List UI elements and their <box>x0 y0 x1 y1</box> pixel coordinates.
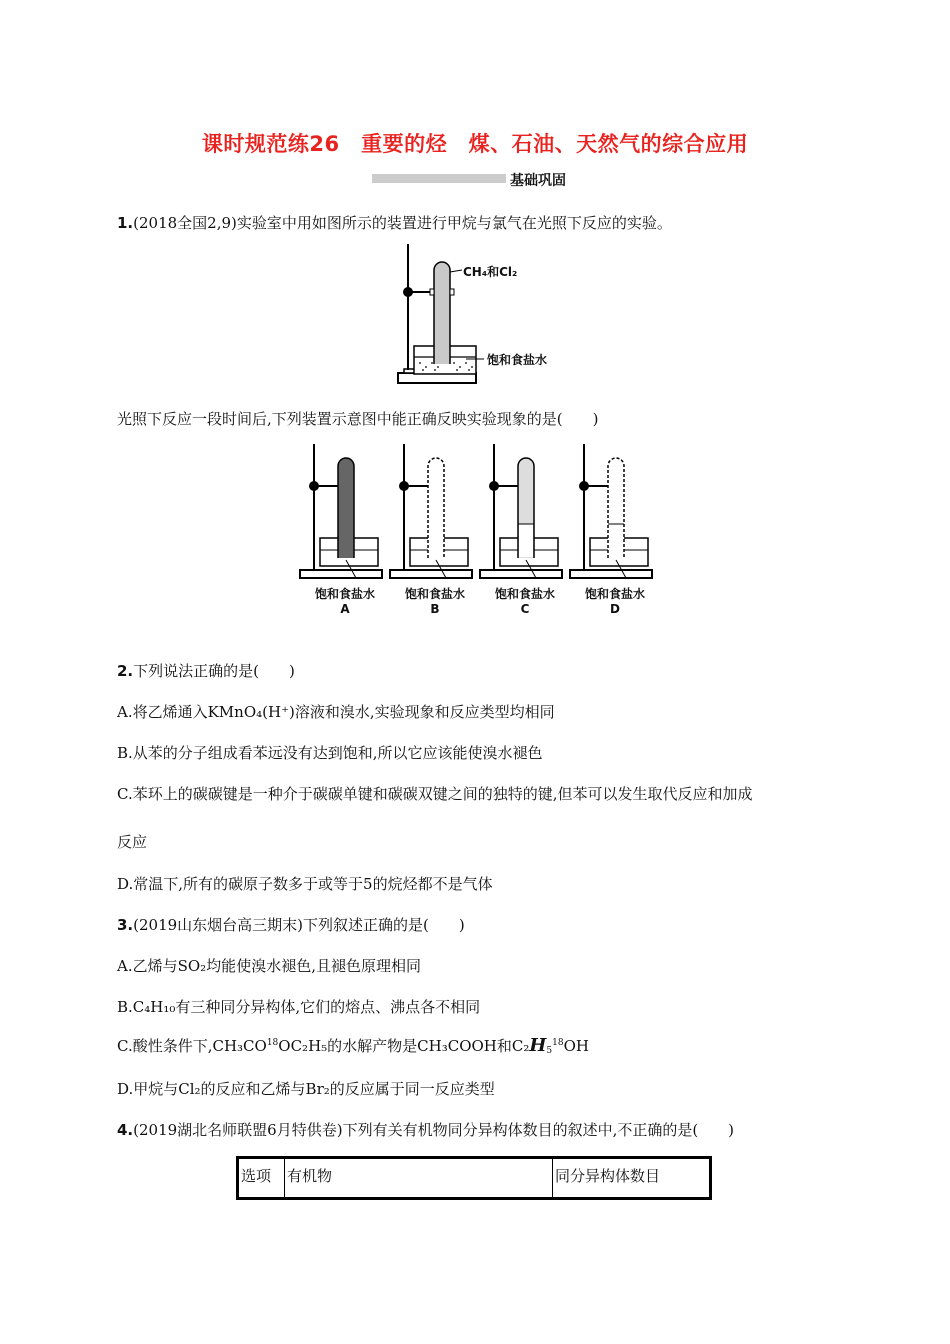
q3-option-a: A.乙烯与SO₂均能使溴水褪色,且褪色原理相同 <box>117 957 421 975</box>
question-text: (2019湖北名师联盟6月特供卷)下列有关有机物同分异构体数目的叙述中,不正确的是( ) <box>133 1121 735 1139</box>
question-1-prompt: 光照下反应一段时间后,下列装置示意图中能正确反映实验现象的是( ) <box>117 410 599 428</box>
question-3 <box>117 914 465 935</box>
question-number: 3. <box>117 916 134 934</box>
question-number: 4. <box>117 1121 134 1139</box>
table-header-organic: 有机物 <box>285 1159 553 1197</box>
option-c-apparatus <box>480 444 562 578</box>
option-b-label: 饱和食盐水 B <box>404 587 465 616</box>
question-number: 2. <box>117 662 134 680</box>
question-text: (2019山东烟台高三期末)下列叙述正确的是( ) <box>133 916 465 934</box>
liquid-label: 饱和食盐水 <box>487 353 548 367</box>
question-2 <box>117 660 295 681</box>
table-header-option: 选项 <box>239 1159 285 1197</box>
question-4 <box>117 1119 734 1140</box>
table-header-count: 同分异构体数目 <box>555 1167 661 1185</box>
q2-option-d: D.常温下,所有的碳原子数多于或等于5的烷烃都不是气体 <box>117 875 493 893</box>
isomer-table <box>236 1156 712 1200</box>
section-bar <box>372 174 506 183</box>
gas-label: CH₄和Cl₂ <box>463 265 518 279</box>
q3-option-c: C.酸性条件下,CH₃CO$^{18}$OC₂H₅的水解产物是CH₃COOH和$C_2H_5^{18}OH$ <box>117 1035 589 1056</box>
option-c-label: 饱和食盐水 C <box>494 587 555 616</box>
question-text: 下列说法正确的是( ) <box>133 662 295 680</box>
question-1 <box>117 212 672 233</box>
q2-option-b: B.从苯的分子组成看苯远没有达到饱和,所以它应该能使溴水褪色 <box>117 744 543 762</box>
options-figure <box>296 442 676 582</box>
q3-option-d: D.甲烷与Cl₂的反应和乙烯与Br₂的反应属于同一反应类型 <box>117 1080 495 1098</box>
option-a-apparatus <box>300 444 382 578</box>
option-a-label: 饱和食盐水 A <box>314 587 375 616</box>
q2-option-c: C.苯环上的碳碳键是一种介于碳碳单键和碳碳双键之间的独特的键,但苯可以发生取代反应和加成 <box>117 785 753 803</box>
q3-option-b: B.C₄H₁₀有三种同分异构体,它们的熔点、沸点各不相同 <box>117 998 481 1016</box>
q2-option-c-cont: 反应 <box>117 833 148 851</box>
question-number: 1. <box>117 214 134 232</box>
option-d-apparatus <box>570 444 652 578</box>
section-heading: 基础巩固 <box>510 173 566 189</box>
option-d-label: 饱和食盐水 D <box>584 587 645 616</box>
page-title: 课时规范练26 重要的烃 煤、石油、天然气的综合应用 <box>201 132 749 156</box>
question-text: (2018全国2,9)实验室中用如图所示的装置进行甲烷与氯气在光照下反应的实验。 <box>133 214 672 232</box>
option-b-apparatus <box>390 444 472 578</box>
q2-option-a: A.将乙烯通入KMnO₄(H⁺)溶液和溴水,实验现象和反应类型均相同 <box>117 703 555 721</box>
